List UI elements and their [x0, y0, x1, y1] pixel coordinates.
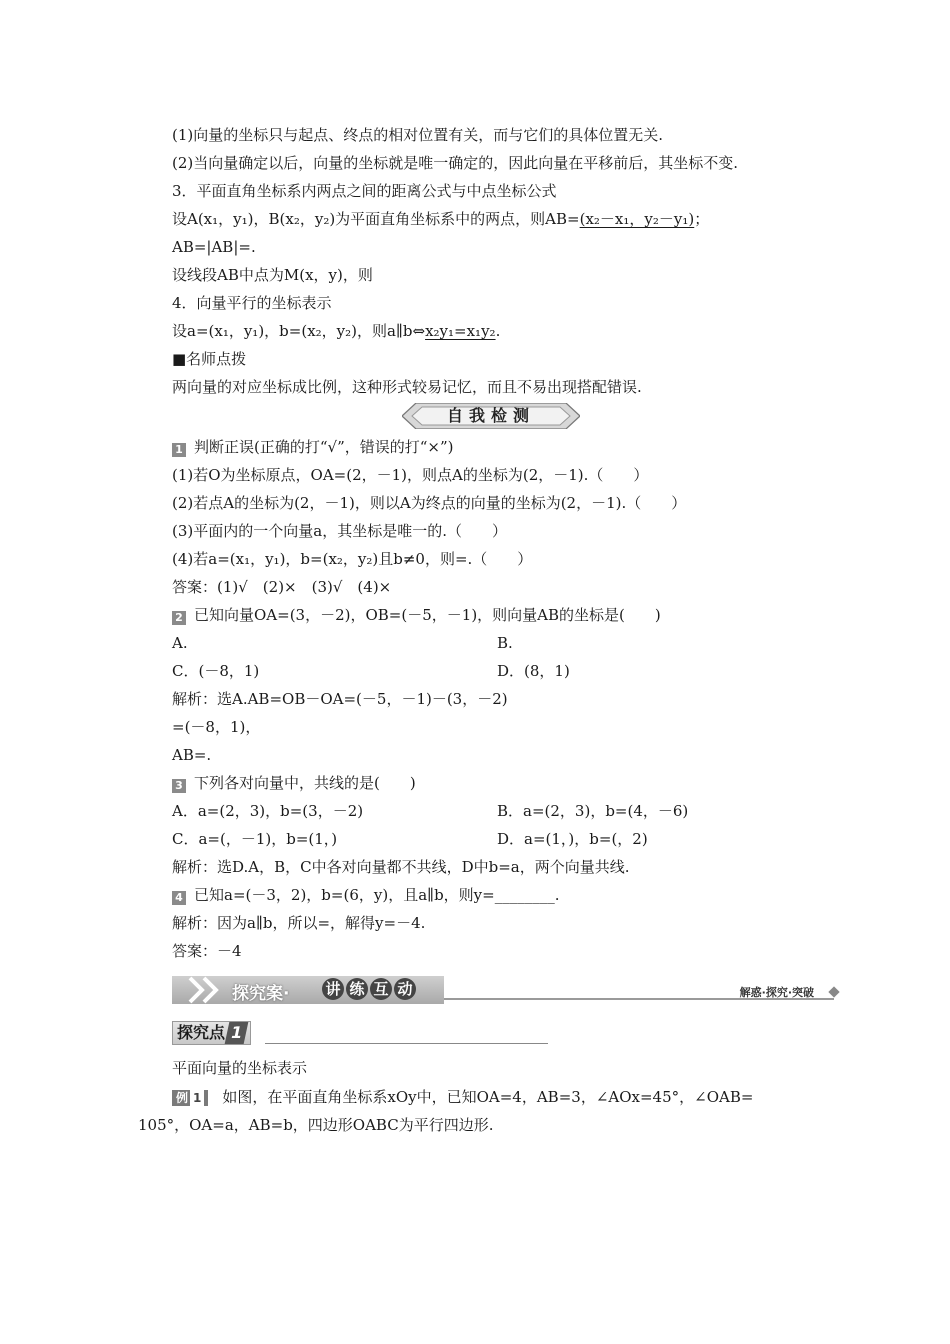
section-subtitle: 解惑·探究·突破 [739, 986, 814, 999]
judge-item: (2)若点A的坐标为(2，－1)，则以A为终点的向量的坐标为(2，－1).（ ） [172, 494, 687, 512]
probe-rule [265, 1043, 548, 1044]
question-4 [172, 885, 559, 905]
question-number-badge: 3 [172, 779, 186, 793]
text-line: (2)当向量确定以后，向量的坐标就是唯一确定的，因此向量在平移前后，其坐标不变. [172, 154, 739, 172]
section-char: 练 [346, 978, 368, 1000]
question-stem: 下列各对向量中，共线的是( ) [194, 774, 416, 792]
option-b: B. [497, 634, 513, 652]
example-1 [172, 1087, 753, 1107]
section-title-dot: · [283, 984, 290, 1004]
text-span: 设A(x₁，y₁)，B(x₂，y₂)为平面直角坐标系中的两点，则AB= [172, 210, 580, 228]
example-text-continued: 105°，OA=a，AB=b，四边形OABC为平行四边形. [138, 1116, 494, 1134]
topic-title: 平面向量的坐标表示 [172, 1059, 308, 1077]
section-title-chars [322, 978, 416, 1000]
text-line: (1)向量的坐标只与起点、终点的相对位置有关，而与它们的具体位置无关. [172, 126, 664, 144]
option-d: D．(8，1) [497, 662, 570, 680]
question-number-badge: 1 [172, 443, 186, 457]
judge-item: (1)若O为坐标原点，OA=(2，－1)，则点A的坐标为(2，－1).（ ） [172, 466, 649, 484]
solution-line: 解析：选A.AB=OB－OA=(－5，－1)－(3，－2) [172, 690, 508, 708]
solution-line: 解析：选D.A，B，C中各对向量都不共线，D中b=a，两个向量共线. [172, 858, 630, 876]
question-3 [172, 773, 416, 793]
heading-3: 3．平面直角坐标系内两点之间的距离公式与中点坐标公式 [172, 182, 557, 200]
section-title [232, 979, 289, 1004]
option-a: A. [172, 634, 188, 652]
text-span: 设a=(x₁，y₁)，b=(x₂，y₂)，则a∥b⇔ [172, 322, 426, 340]
text-span: . [495, 322, 501, 340]
section-char: 讲 [322, 978, 344, 1000]
text-line [172, 209, 709, 229]
question-stem: 已知a=(－3，2)，b=(6，y)，且a∥b，则y=________. [194, 886, 560, 904]
probe-number: 1 [225, 1022, 249, 1044]
question-2 [172, 605, 661, 625]
solution-line: 解析：因为a∥b，所以=，解得y=－4. [172, 914, 426, 932]
answer-line: 答案：－4 [172, 942, 242, 960]
option-d: D．a=(1，)，b=(，2) [497, 830, 648, 848]
option-a: A．a=(2，3)，b=(3，－2) [172, 802, 364, 820]
probe-label-text: 探究点 [177, 1023, 226, 1042]
question-stem: 已知向量OA=(3，－2)，OB=(－5，－1)，则向量AB的坐标是( ) [194, 606, 661, 624]
underlined-answer: x₂y₁=x₁y₂ [425, 322, 496, 340]
section-char: 动 [394, 978, 416, 1000]
diamond-icon [828, 986, 839, 997]
underlined-answer: (x₂－x₁，y₂－y₁) [579, 210, 695, 228]
solution-line: AB=. [172, 746, 212, 764]
tip-heading: ■名师点拨 [172, 350, 247, 368]
self-check-banner [402, 403, 580, 429]
section-bar [172, 976, 842, 1004]
option-c: C．(－8，1) [172, 662, 260, 680]
example-label: 例 [176, 1091, 189, 1105]
example-text: 如图，在平面直角坐标系xOy中，已知OA=4，AB=3，∠AOx=45°，∠OAB= [222, 1088, 754, 1106]
question-number-badge: 4 [172, 891, 186, 905]
question-stem: 判断正误(正确的打“√”，错误的打“×”) [194, 438, 454, 456]
section-title-left: 探究案 [232, 984, 283, 1004]
section-char: 互 [370, 978, 392, 1000]
text-line: 两向量的对应坐标成比例，这种形式较易记忆，而且不易出现搭配错误. [172, 378, 642, 396]
answer-line: 答案：(1)√ (2)× (3)√ (4)× [172, 578, 392, 596]
example-badge [172, 1090, 208, 1106]
judge-item: (4)若a=(x₁，y₁)，b=(x₂，y₂)且b≠0，则=.（ ） [172, 550, 533, 568]
text-line: 设线段AB中点为M(x，y)，则 [172, 266, 373, 284]
double-chevron-icon [186, 976, 226, 1004]
question-1 [172, 437, 454, 457]
text-span: ； [694, 210, 710, 228]
option-b: B．a=(2，3)，b=(4，－6) [497, 802, 689, 820]
text-line: AB=|AB|=. [172, 238, 256, 256]
example-number: 1 [190, 1090, 204, 1106]
judge-item: (3)平面内的一个向量a，其坐标是唯一的.（ ） [172, 522, 507, 540]
text-line [172, 321, 500, 341]
option-c: C．a=(，－1)，b=(1，) [172, 830, 338, 848]
probe-label-box [172, 1021, 251, 1045]
solution-line: =(－8，1)， [172, 718, 261, 736]
question-number-badge: 2 [172, 611, 186, 625]
probe-point-label [172, 1021, 251, 1045]
banner-title: 自我检测 [446, 406, 535, 425]
heading-4: 4．向量平行的坐标表示 [172, 294, 332, 312]
